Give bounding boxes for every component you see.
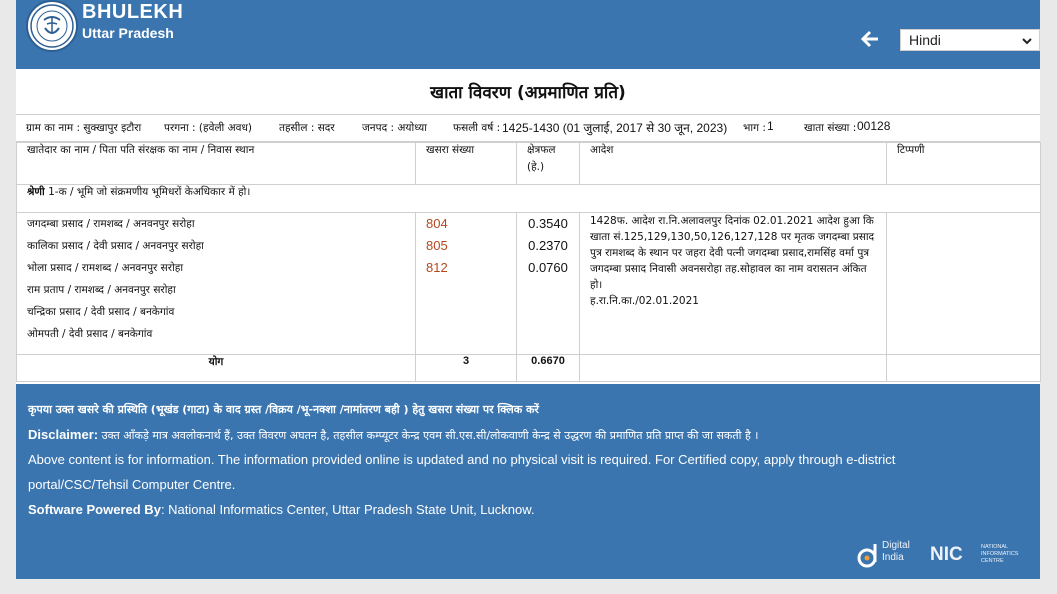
category-label: श्रेणी [27,186,45,198]
brand-title: BHULEKH [82,1,184,23]
owner-name: जगदम्बा प्रसाद / रामशब्द / अनवनपुर सरोहा [27,218,195,230]
powered-by-label: Software Powered By [28,502,161,517]
language-selected-value: Hindi [909,32,941,48]
header-remark: टिप्पणी [887,143,1041,185]
bhag-label: भाग : [743,122,766,134]
nic-word-2: INFORMATICS [981,551,1019,557]
order-text: खाता सं.125,129,130,50,126,127,128 पर मृतक जगदम्बा प्रसाद [590,231,875,243]
order-text: पुत्र रामशब्द के स्थान पर जहरा देवी पत्नी जगदम्बा प्रसाद,रामसिंह वर्मा पुत्र [590,247,870,259]
khasra-click-note: कृपया उक्त खसरे की प्रस्थिति (भूखंड (गाटा) के वाद ग्रस्त /विक्रय /भू-नक्शा /नामांतरण बही ) हेतु खसरा संख्या पर क्लिक करें [28,403,539,416]
remark-cell [887,213,1041,355]
software-powered-by [28,502,535,517]
owner-name: राम प्रताप / रामशब्द / अनवनपुर सरोहा [27,284,176,296]
order-text: जगदम्बा प्रसाद निवासी अवनसरोहा तह.सोहावल का नाम वरासतन अंकित हो। [590,263,867,291]
digital-india-word-1: Digital [882,540,910,551]
fasli-year-value: 1425-1430 (01 जुलाई, 2017 से 30 जून, 2023) [502,121,728,135]
table-header-row [17,143,1041,185]
nic-text [981,544,1018,565]
total-khasra-count: 3 [416,355,517,382]
khata-meta-row [16,115,1040,142]
khasra-link[interactable]: 804 [426,216,448,231]
area-cell [517,213,580,355]
page-footer [16,384,1040,579]
tehsil-name: तहसील : सदर [279,122,335,134]
disclaimer [28,427,758,443]
back-arrow-icon[interactable] [860,29,880,49]
language-select[interactable] [900,29,1040,51]
info-line-1: Above content is for information. The information provided online is updated and no physical visit is required. For Certified copy, apply through e-district [28,452,896,467]
owner-name: कालिका प्रसाद / देवी प्रसाद / अनवनपुर सरोहा [27,240,204,252]
khata-number-label: खाता संख्या : [804,122,857,134]
area-value: 0.3540 [528,216,568,231]
khata-number-value: 00128 [857,119,891,133]
order-text: ह.रा.नि.का./02.01.2021 [590,295,699,307]
total-label: योग [17,355,416,382]
fasli-year-label: फसली वर्ष : [453,122,501,134]
owner-name: चन्द्रिका प्रसाद / देवी प्रसाद / बनकेगांव [27,306,175,318]
digital-india-text [882,540,910,564]
page-title: खाता विवरण (अप्रमाणित प्रति) [16,69,1040,115]
category-row [17,185,1041,213]
bhag-value: 1 [767,119,774,133]
table-row [17,213,1041,355]
area-value: 0.2370 [528,238,568,253]
owner-name: ओमपती / देवी प्रसाद / बनकेगांव [27,328,153,340]
total-area: 0.6670 [517,355,580,382]
district-name: जनपद : अयोध्या [362,122,427,134]
disclaimer-label: Disclaimer: [28,427,99,442]
khasra-cell [416,213,517,355]
nic-word-3: CENTRE [981,558,1004,564]
village-name: ग्राम का नाम : सुक्खापुर इटौरा [26,122,142,134]
header-owner: खातेदार का नाम / पिता पति संरक्षक का नाम / निवास स्थान [17,143,416,185]
category-text: 1-क / भूमि जो संक्रमणीय भूमिधरों केअधिकार में हो। [48,186,251,198]
disclaimer-text: उक्त आँकड़े मात्र अवलोकनार्थ हैं, उक्त विवरण अघतन है, तहसील कम्प्यूटर केन्द्र एवम सी.एस.सी/लोकवाणी केन्द्र से उद्धरण की प्रमाणित प्रति प्राप्त की जा सकती है । [101,429,759,442]
nic-logo: NIC [930,544,963,565]
chevron-down-icon [1021,35,1033,47]
nic-word-1: NATIONAL [981,544,1009,550]
header-area-line2: (हे.) [527,161,545,173]
owners-cell [17,213,416,355]
total-row [17,355,1041,382]
khata-table [16,142,1041,382]
up-government-emblem-icon [26,0,78,52]
powered-by-value: : National Informatics Center, Uttar Pradesh State Unit, Lucknow. [160,502,535,517]
header-area-line1: क्षेत्रफल [527,144,556,156]
info-line-2: portal/CSC/Tehsil Computer Centre. [28,477,236,492]
area-value: 0.0760 [528,260,568,275]
header-khasra: खसरा संख्या [416,143,517,185]
page-frame [16,0,1040,579]
khasra-link[interactable]: 812 [426,260,448,275]
owner-name: भोला प्रसाद / रामशब्द / अनवनपुर सरोहा [27,262,184,274]
khasra-link[interactable]: 805 [426,238,448,253]
order-text: 1428फ. आदेश रा.नि.अलावलपुर दिनांक 02.01.2021 आदेश हुआ कि [590,215,874,227]
app-header [16,0,1040,69]
header-area [517,143,580,185]
order-cell [580,213,887,355]
digital-india-word-2: India [882,552,904,563]
header-order: आदेश [580,143,887,185]
pargana-name: परगना : (हवेली अवध) [164,122,253,134]
brand-subtitle: Uttar Pradesh [82,25,174,41]
